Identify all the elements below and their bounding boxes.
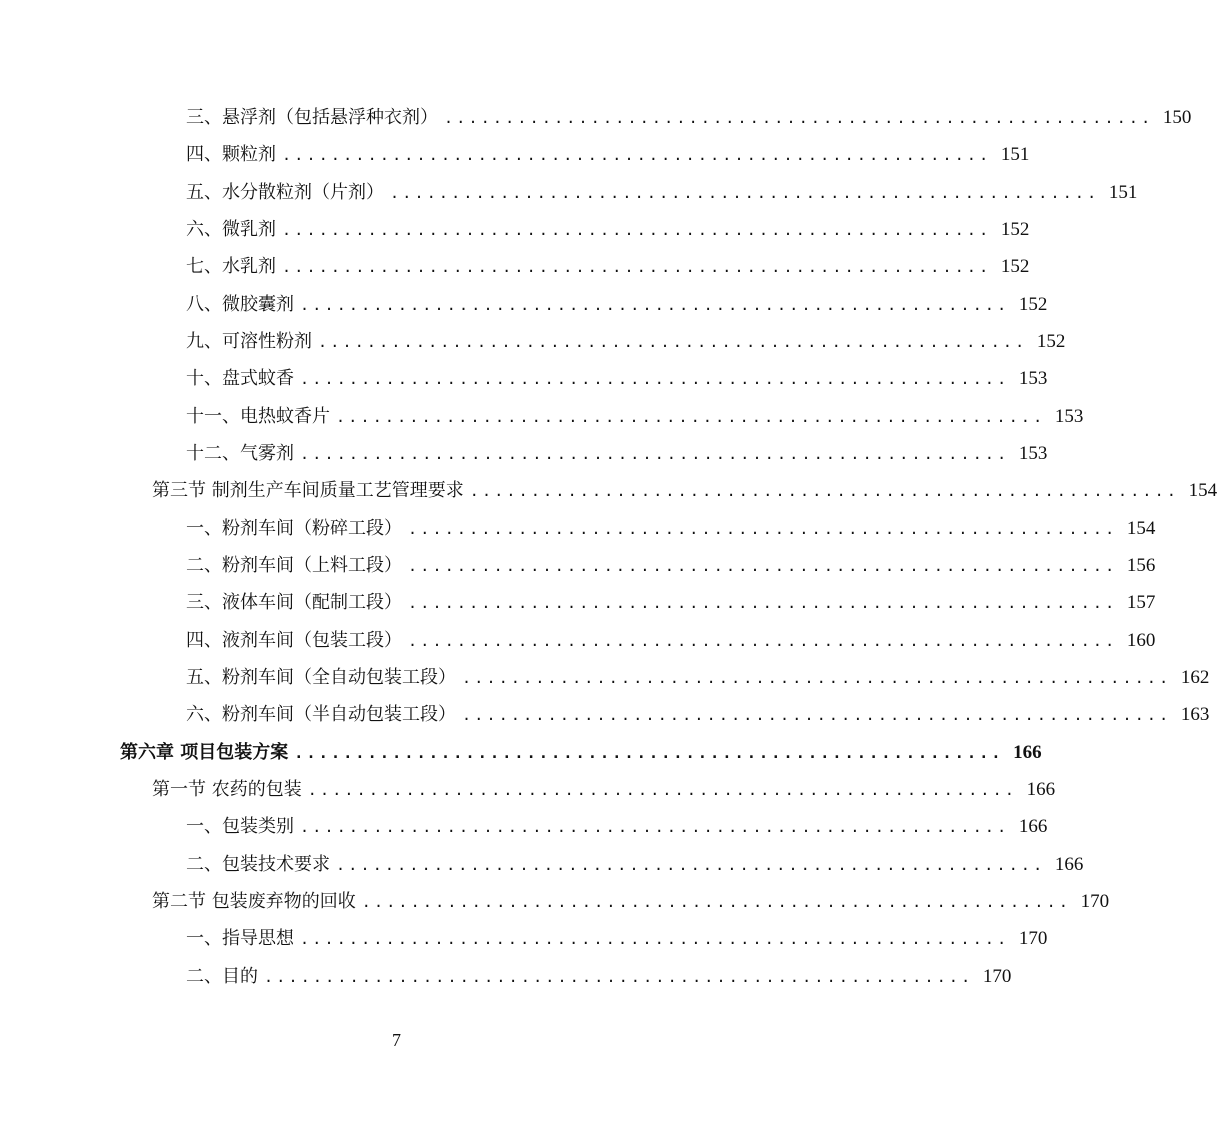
dot-leader: ..........................................................	[300, 296, 1010, 314]
toc-entry-label: 一、包装类别	[186, 816, 294, 837]
dot-leader: ..........................................................	[300, 818, 1010, 836]
toc-entry[interactable]	[120, 739, 1042, 767]
toc-entry-page: 154	[1188, 480, 1217, 501]
dot-leader: ..........................................................	[300, 930, 1010, 948]
toc-entry-page: 153	[1018, 443, 1048, 464]
toc-entry[interactable]	[186, 701, 1210, 729]
dot-leader: ..........................................................	[408, 594, 1118, 612]
dot-leader: ..........................................................	[469, 482, 1180, 500]
toc-entry-page: 151	[1000, 144, 1030, 165]
toc-entry[interactable]	[186, 365, 1048, 393]
toc-entry-label: 二、目的	[186, 966, 258, 987]
toc-entry-page: 150	[1162, 107, 1192, 128]
toc-entry-page: 156	[1126, 555, 1156, 576]
toc-entry[interactable]	[186, 963, 1012, 991]
toc-entry-page: 166	[1026, 779, 1056, 800]
dot-leader: ..........................................................	[361, 893, 1072, 911]
toc-entry[interactable]	[186, 627, 1156, 655]
toc-entry[interactable]	[186, 104, 1192, 132]
dot-leader: ..........................................................	[336, 408, 1046, 426]
dot-leader: ..........................................................	[300, 370, 1010, 388]
toc-entry-label: 六、微乳剂	[186, 219, 276, 240]
dot-leader: ..........................................................	[282, 258, 992, 276]
toc-entry-label: 三、液体车间（配制工段）	[186, 592, 402, 613]
toc-entry-page: 162	[1180, 667, 1210, 688]
toc-entry-label: 九、可溶性粉剂	[186, 331, 312, 352]
toc-entry[interactable]	[186, 291, 1048, 319]
toc-entry-page: 166	[1018, 816, 1048, 837]
toc-entry-page: 166	[1054, 854, 1084, 875]
toc-entry-page: 170	[1080, 891, 1110, 912]
toc-entry[interactable]	[152, 888, 1110, 916]
toc-entry[interactable]	[186, 141, 1030, 169]
dot-leader: ..........................................................	[307, 781, 1018, 799]
toc-entry-label: 一、粉剂车间（粉碎工段）	[186, 518, 402, 539]
toc-entry[interactable]	[186, 328, 1066, 356]
dot-leader: ..........................................................	[462, 669, 1172, 687]
toc-entry-label: 第六章 项目包装方案	[120, 742, 289, 763]
toc-entry[interactable]	[186, 179, 1138, 207]
toc-entry-label: 四、颗粒剂	[186, 144, 276, 165]
toc-entry[interactable]	[186, 403, 1084, 431]
toc-entry-page: 160	[1126, 630, 1156, 651]
toc-entry-page: 157	[1126, 592, 1156, 613]
toc-entry[interactable]	[186, 216, 1030, 244]
toc-entry[interactable]	[186, 813, 1048, 841]
toc-entry-label: 三、悬浮剂（包括悬浮种衣剂）	[186, 107, 438, 128]
toc-entry-page: 170	[1018, 928, 1048, 949]
toc-entry-page: 153	[1018, 368, 1048, 389]
toc-entry-label: 八、微胶囊剂	[186, 294, 294, 315]
toc-entry-page: 166	[1013, 742, 1042, 763]
toc-entry-page: 154	[1126, 518, 1156, 539]
dot-leader: ..........................................................	[408, 632, 1118, 650]
toc-entry-label: 十二、气雾剂	[186, 443, 294, 464]
dot-leader: ..........................................................	[408, 520, 1118, 538]
toc-entry[interactable]	[152, 776, 1056, 804]
toc-entry-label: 第一节 农药的包装	[152, 779, 302, 800]
toc-entry-page: 152	[1000, 256, 1030, 277]
toc-entry-label: 六、粉剂车间（半自动包装工段）	[186, 704, 456, 725]
toc-entry-label: 十、盘式蚊香	[186, 368, 294, 389]
toc-entry-page: 152	[1036, 331, 1066, 352]
toc-entry-label: 第三节 制剂生产车间质量工艺管理要求	[152, 480, 464, 501]
toc-entry-label: 四、液剂车间（包装工段）	[186, 630, 402, 651]
dot-leader: ..........................................................	[282, 146, 992, 164]
page-number: 7	[392, 1030, 401, 1050]
dot-leader: ..........................................................	[282, 221, 992, 239]
toc-entry-label: 二、粉剂车间（上料工段）	[186, 555, 402, 576]
dot-leader: ..........................................................	[264, 968, 974, 986]
toc-entry[interactable]	[186, 664, 1210, 692]
toc-entry[interactable]	[186, 515, 1156, 543]
toc-entry-page: 152	[1000, 219, 1030, 240]
dot-leader: ..........................................................	[408, 557, 1118, 575]
toc-entry-page: 153	[1054, 406, 1084, 427]
dot-leader: ..........................................................	[318, 333, 1028, 351]
toc-entry[interactable]	[186, 253, 1030, 281]
toc-entry-page: 170	[982, 966, 1012, 987]
dot-leader: ..........................................................	[462, 706, 1172, 724]
toc-entry-page: 151	[1108, 182, 1138, 203]
toc-entry-label: 五、水分散粒剂（片剂）	[186, 182, 384, 203]
dot-leader: ..........................................................	[336, 856, 1046, 874]
dot-leader: ..........................................................	[444, 109, 1154, 127]
toc-entry-label: 第二节 包装废弃物的回收	[152, 891, 356, 912]
toc-entry-page: 152	[1018, 294, 1048, 315]
dot-leader: ..........................................................	[300, 445, 1010, 463]
toc-entry[interactable]	[186, 552, 1156, 580]
toc-entry-page: 163	[1180, 704, 1210, 725]
dot-leader: ..........................................................	[390, 184, 1100, 202]
toc-entry-label: 七、水乳剂	[186, 256, 276, 277]
toc-entry[interactable]	[152, 477, 1217, 505]
toc-entry-label: 五、粉剂车间（全自动包装工段）	[186, 667, 456, 688]
toc-entry[interactable]	[186, 925, 1048, 953]
toc-entry-label: 二、包装技术要求	[186, 854, 330, 875]
dot-leader: ..........................................................	[294, 744, 1004, 762]
toc-entry[interactable]	[186, 851, 1084, 879]
toc-entry[interactable]	[186, 440, 1048, 468]
toc-entry[interactable]	[186, 589, 1156, 617]
toc-entry-label: 十一、电热蚊香片	[186, 406, 330, 427]
toc-entry-label: 一、指导思想	[186, 928, 294, 949]
